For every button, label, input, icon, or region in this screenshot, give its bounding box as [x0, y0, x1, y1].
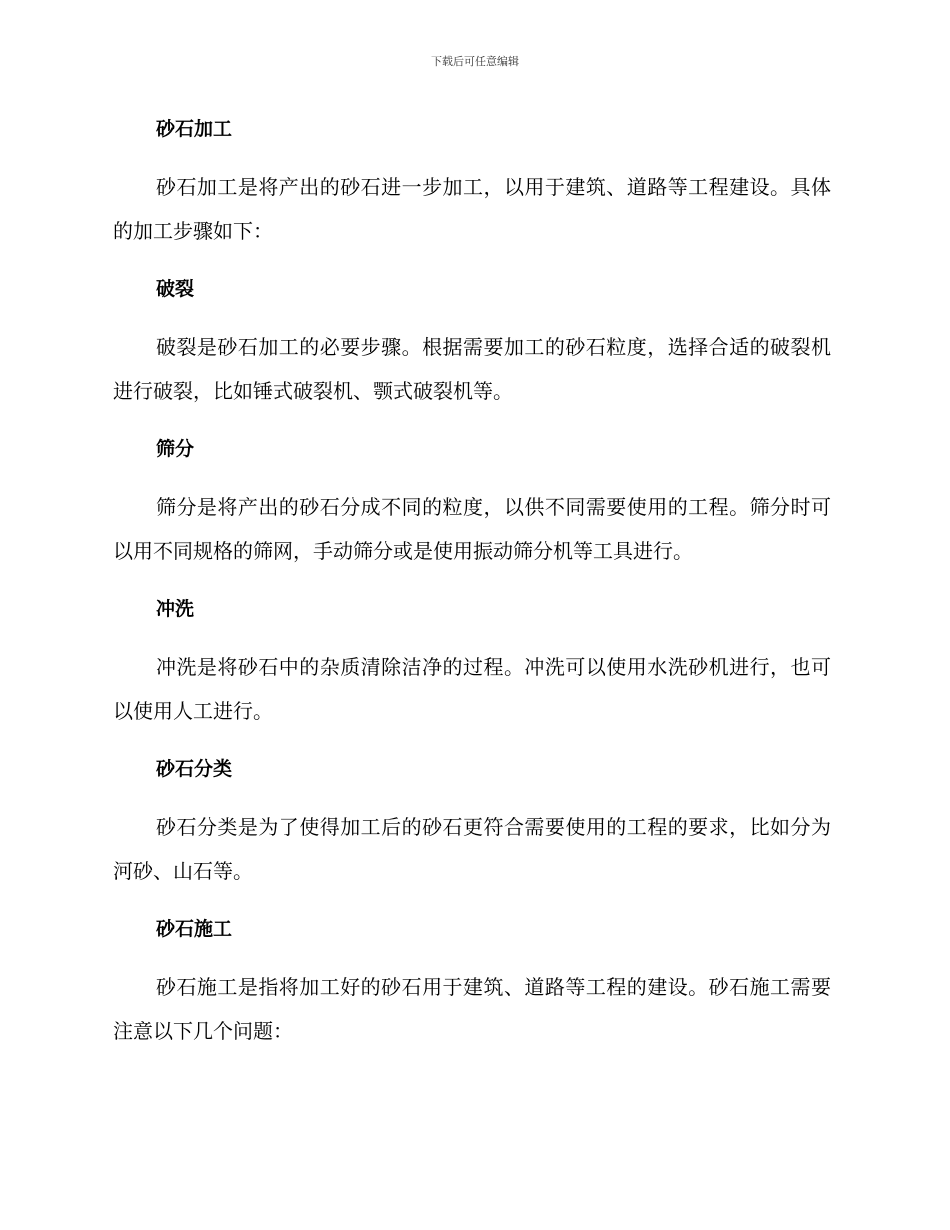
section-heading: 砂石加工: [156, 118, 233, 140]
section-heading: 破裂: [156, 278, 195, 300]
section-crushing: [113, 272, 831, 432]
section-paragraph: 砂石分类是为了使得加工后的砂石更符合需要使用的工程的要求，比如分为河砂、山石等。: [113, 815, 831, 883]
section-heading: 砂石施工: [156, 918, 233, 940]
section-paragraph: 冲洗是将砂石中的杂质清除洁净的过程。冲洗可以使用水洗砂机进行，也可以使用人工进行。: [113, 655, 831, 723]
section-heading: 筛分: [156, 438, 195, 460]
page-header-note: 下载后可任意编辑: [431, 55, 519, 68]
section-heading: 砂石分类: [156, 758, 233, 780]
section-construction: [113, 912, 831, 1053]
section-paragraph: 砂石加工是将产出的砂石进一步加工，以用于建筑、道路等工程建设。具体的加工步骤如下：: [113, 175, 831, 243]
section-washing: [113, 592, 831, 752]
section-screening: [113, 432, 831, 592]
section-paragraph: 砂石施工是指将加工好的砂石用于建筑、道路等工程的建设。砂石施工需要注意以下几个问题：: [113, 975, 831, 1043]
document-body: [113, 112, 831, 1053]
section-classification: [113, 752, 831, 912]
section-paragraph: 破裂是砂石加工的必要步骤。根据需要加工的砂石粒度，选择合适的破裂机进行破裂，比如锤式破裂机、颚式破裂机等。: [113, 335, 831, 403]
section-sand-processing: [113, 112, 831, 272]
section-paragraph: 筛分是将产出的砂石分成不同的粒度，以供不同需要使用的工程。筛分时可以用不同规格的筛网，手动筛分或是使用振动筛分机等工具进行。: [113, 495, 831, 563]
section-heading: 冲洗: [156, 598, 195, 620]
